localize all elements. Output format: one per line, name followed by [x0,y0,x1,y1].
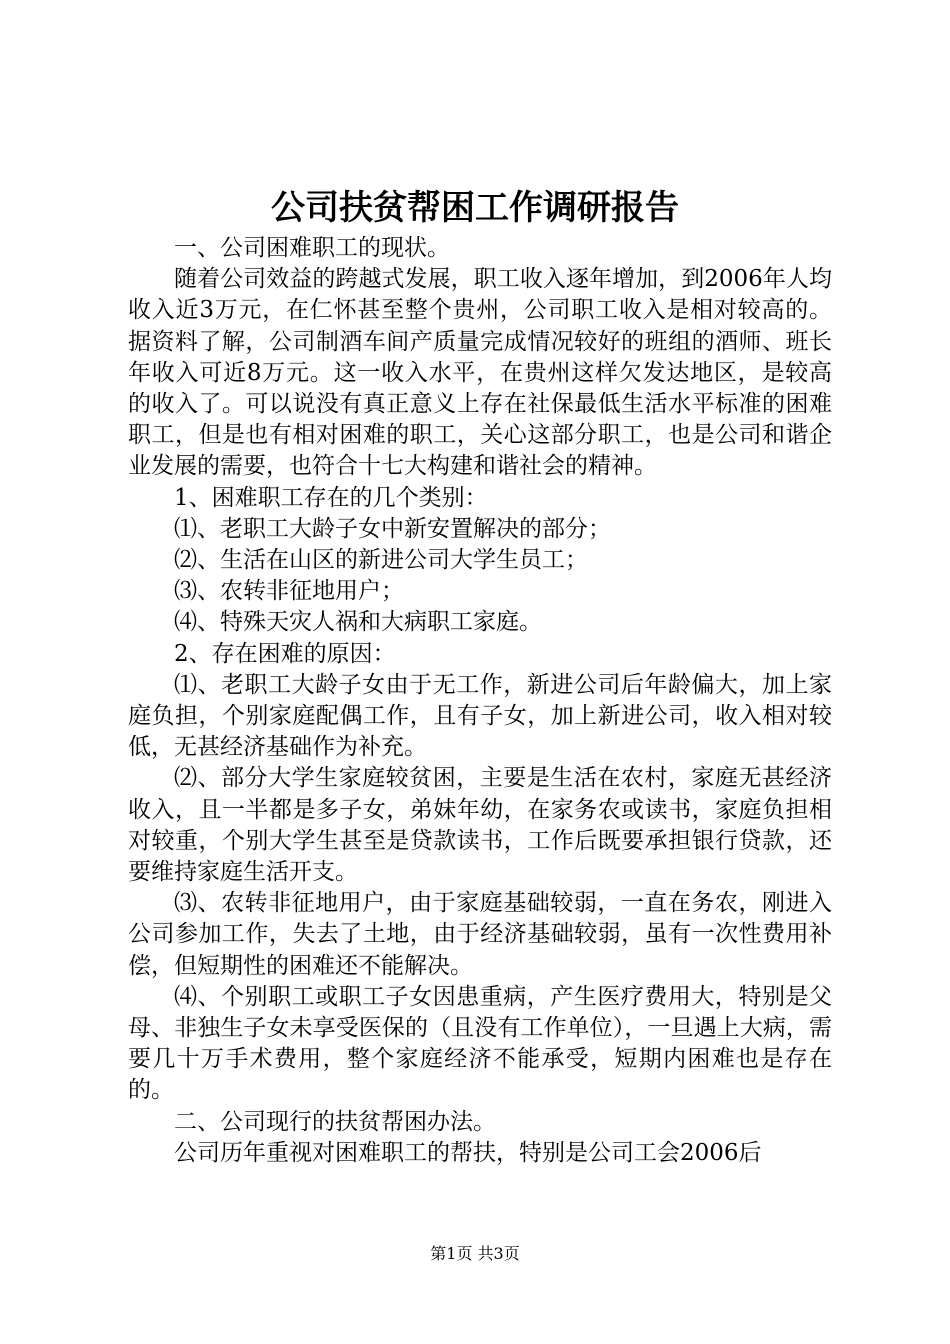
document-body [128,233,832,1169]
paragraph: ⑷、个别职工或职工子女因患重病，产生医疗费用大，特别是父母、非独生子女未享受医保的（且没有工作单位），一旦遇上大病，需要几十万手术费用，整个家庭经济不能承受，短期内困难也是存在的。 [128,983,832,1104]
paragraph: 二、公司现行的扶贫帮困办法。 [174,1108,496,1135]
paragraph: 1、困难职工存在的几个类别： [174,484,488,511]
paragraph: ⑵、生活在山区的新进公司大学生员工； [174,547,588,574]
paragraph: ⑴、老职工大龄子女中新安置解决的部分； [174,515,611,542]
paragraph: ⑶、农转非征地用户，由于家庭基础较弱，一直在务农，刚进入公司参加工作，失去了土地，由于经济基础较弱，虽有一次性费用补偿，但短期性的困难还不能解决。 [128,890,832,979]
paragraph: 一、公司困难职工的现状。 [174,235,450,261]
document-title: 公司扶贫帮困工作调研报告 [271,188,679,228]
paragraph: ⑶、农转非征地用户； [174,578,404,605]
paragraph: 2、存在困难的原因： [174,640,396,667]
paragraph: ⑷、特殊天灾人祸和大病职工家庭。 [174,609,542,636]
page-footer: 第1页 共3页 [430,1244,520,1263]
paragraph: ⑵、部分大学生家庭较贫困，主要是生活在农村，家庭无甚经济收入，且一半都是多子女，弟妹年幼，在家务农或读书，家庭负担相对较重，个别大学生甚至是贷款读书，工作后既要承担银行贷款，还要维持家庭生活开支。 [128,765,832,886]
paragraph: 随着公司效益的跨越式发展，职工收入逐年增加，到2006年人均收入近3万元，在仁怀甚至整个贵州，公司职工收入是相对较高的。据资料了解，公司制酒车间产质量完成情况较好的班组的酒师、班长年收入可近8万元。这一收入水平，在贵州这样欠发达地区，是较高的收入了。可以说没有真正意义上存在社保最低生活水平标准的困难职工，但是也有相对困难的职工，关心这部分职工，也是公司和谐企业发展的需要，也符合十七大构建和谐社会的精神。 [128,266,832,480]
paragraph: ⑴、老职工大龄子女由于无工作，新进公司后年龄偏大，加上家庭负担，个别家庭配偶工作，且有子女，加上新进公司，收入相对较低，无甚经济基础作为补充。 [128,671,832,761]
paragraph: 公司历年重视对困难职工的帮扶，特别是公司工会2006后 [174,1139,762,1166]
